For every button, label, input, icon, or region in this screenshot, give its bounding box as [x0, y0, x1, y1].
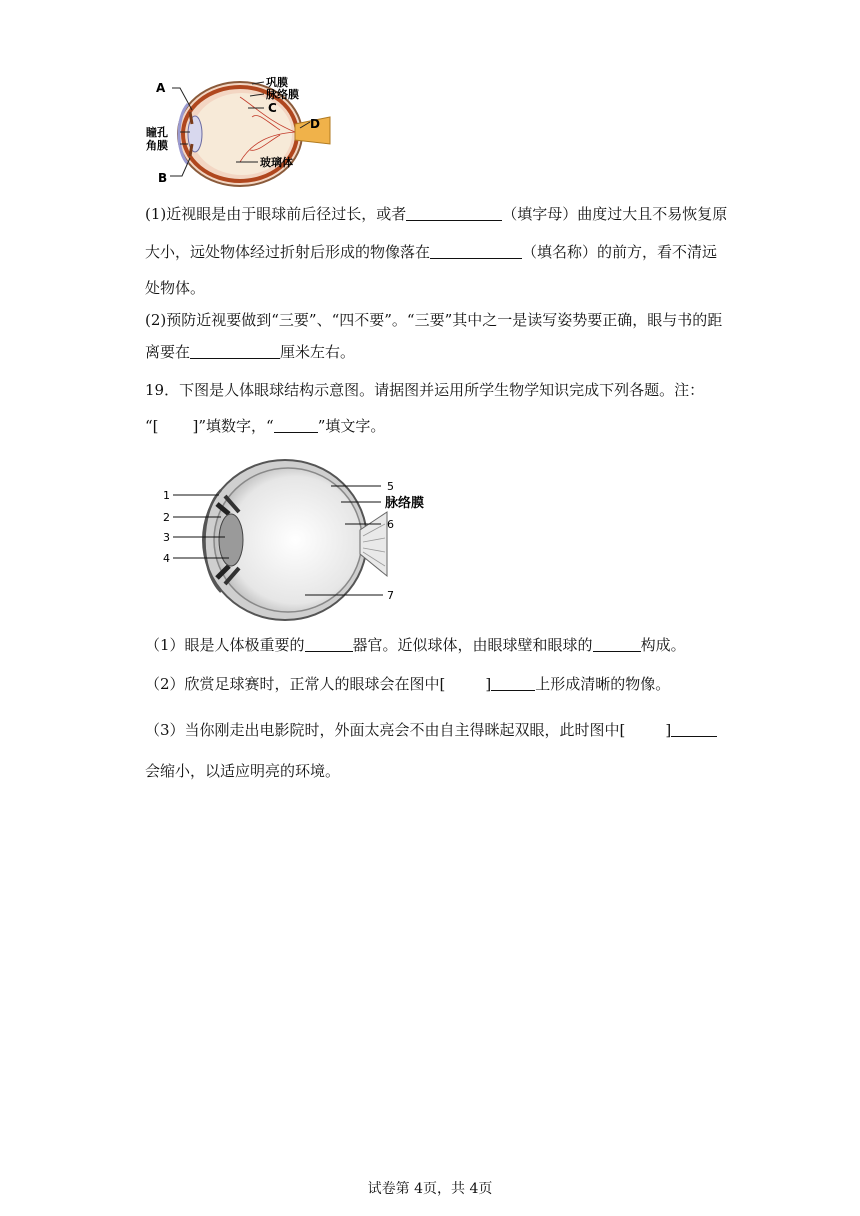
- label-B: B: [158, 171, 168, 185]
- q18-sub1-line1: (1)近视眼是由于眼球前后径过长，或者 （填字母）曲度过大且不易恢复原: [145, 205, 728, 223]
- label-3: 3: [163, 531, 170, 544]
- label-2: 2: [163, 511, 170, 524]
- q18-sub2-line2: 离要在 厘米左右。: [145, 343, 356, 361]
- eye-diagram-colored: [140, 72, 340, 190]
- blank-example: [274, 416, 318, 433]
- blank-name[interactable]: [430, 242, 522, 259]
- blank-structure-3[interactable]: [671, 720, 717, 737]
- label-4: 4: [163, 552, 170, 565]
- label-vitreous: 玻璃体: [260, 156, 293, 169]
- label-1: 1: [163, 489, 170, 502]
- blank-structure-2[interactable]: [491, 674, 535, 691]
- label-5: 5: [387, 480, 394, 493]
- blank-contents[interactable]: [593, 635, 641, 652]
- label-7: 7: [387, 589, 394, 602]
- label-C: C: [268, 101, 277, 115]
- page-footer: 试卷第 4页，共 4页: [367, 1181, 493, 1197]
- label-A: A: [156, 81, 166, 95]
- q19-sub3-line1: （3）当你刚走出电影院时，外面太亮会不由自主得眯起双眼，此时图中[ ]: [145, 714, 720, 747]
- blank-distance[interactable]: [190, 342, 280, 359]
- q19-sub2: （2）欣赏足球赛时，正常人的眼球会在图中[ ] 上形成清晰的物像。: [145, 675, 671, 693]
- blank-organ[interactable]: [305, 635, 353, 652]
- q19-intro-line1: 19．下图是人体眼球结构示意图。请据图并运用所学生物学知识完成下列各题。注：: [145, 381, 705, 399]
- label-6: 6: [387, 518, 394, 531]
- q19-sub1: （1）眼是人体极重要的 器官。近似球体，由眼球壁和眼球的 构成。: [145, 636, 686, 654]
- label-sclera: 巩膜: [266, 76, 288, 89]
- q18-sub2-line1: (2)预防近视要做到“三要”、“四不要”。“三要”其中之一是读写姿势要正确，眼与书的距: [145, 311, 723, 329]
- label-cornea: 角膜: [146, 139, 168, 152]
- q18-sub1-line2: 大小，远处物体经过折射后形成的物像落在 （填名称）的前方，看不清远: [145, 243, 718, 261]
- label-pupil: 瞳孔: [146, 126, 168, 139]
- eye-diagram-gray: [155, 452, 425, 630]
- blank-letter[interactable]: [406, 204, 502, 221]
- label-D: D: [310, 117, 320, 131]
- q19-intro-line2: “[ ]”填数字，“ ”填文字。: [145, 417, 386, 435]
- label-choroid: 脉络膜: [266, 88, 299, 101]
- label-choroid: 脉络膜: [385, 496, 425, 511]
- q19-sub3-line2: 会缩小，以适应明亮的环境。: [145, 762, 341, 780]
- q18-sub1-line3: 处物体。: [145, 279, 206, 297]
